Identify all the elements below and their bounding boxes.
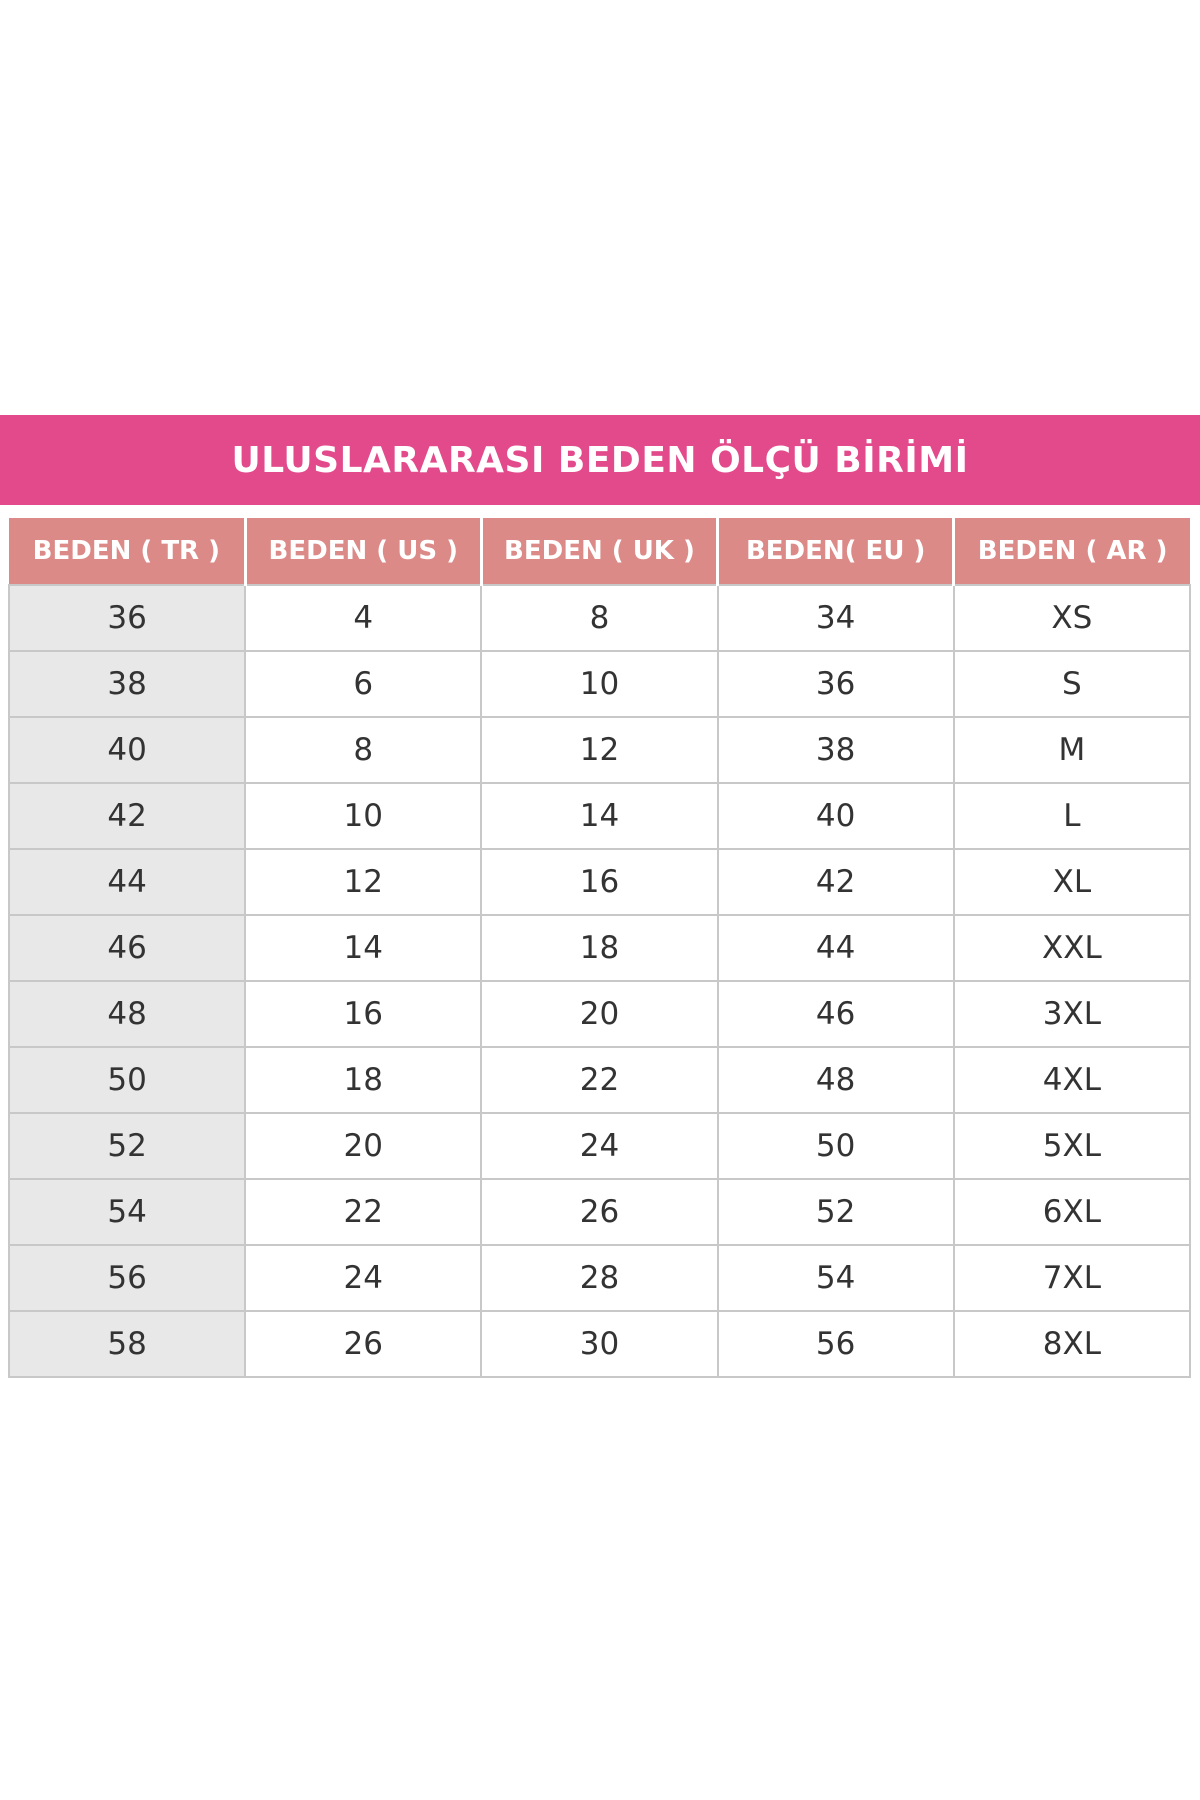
table-row [9, 1311, 1190, 1377]
header-tr: BEDEN ( TR ) [9, 518, 245, 585]
cell-eu: 52 [718, 1179, 954, 1245]
cell-uk: 30 [481, 1311, 717, 1377]
cell-ar: 4XL [954, 1047, 1190, 1113]
cell-tr: 54 [9, 1179, 245, 1245]
table-row [9, 1047, 1190, 1113]
cell-eu: 56 [718, 1311, 954, 1377]
cell-eu: 40 [718, 783, 954, 849]
cell-uk: 16 [481, 849, 717, 915]
cell-eu: 38 [718, 717, 954, 783]
cell-us: 4 [245, 585, 481, 651]
cell-us: 14 [245, 915, 481, 981]
cell-tr: 48 [9, 981, 245, 1047]
cell-ar: L [954, 783, 1190, 849]
header-eu: BEDEN( EU ) [718, 518, 954, 585]
cell-tr: 58 [9, 1311, 245, 1377]
cell-eu: 44 [718, 915, 954, 981]
cell-ar: 8XL [954, 1311, 1190, 1377]
cell-tr: 42 [9, 783, 245, 849]
table-row [9, 1245, 1190, 1311]
cell-eu: 46 [718, 981, 954, 1047]
cell-eu: 50 [718, 1113, 954, 1179]
cell-ar: XL [954, 849, 1190, 915]
cell-us: 20 [245, 1113, 481, 1179]
table-row [9, 585, 1190, 651]
cell-ar: 5XL [954, 1113, 1190, 1179]
cell-ar: XXL [954, 915, 1190, 981]
cell-us: 8 [245, 717, 481, 783]
cell-ar: 7XL [954, 1245, 1190, 1311]
cell-us: 24 [245, 1245, 481, 1311]
cell-ar: S [954, 651, 1190, 717]
cell-us: 22 [245, 1179, 481, 1245]
size-chart-table [8, 518, 1191, 1378]
cell-tr: 52 [9, 1113, 245, 1179]
cell-eu: 36 [718, 651, 954, 717]
cell-uk: 24 [481, 1113, 717, 1179]
cell-us: 16 [245, 981, 481, 1047]
header-us: BEDEN ( US ) [245, 518, 481, 585]
cell-eu: 34 [718, 585, 954, 651]
table-row [9, 1179, 1190, 1245]
header-ar: BEDEN ( AR ) [954, 518, 1190, 585]
cell-uk: 14 [481, 783, 717, 849]
cell-us: 6 [245, 651, 481, 717]
cell-uk: 28 [481, 1245, 717, 1311]
cell-tr: 38 [9, 651, 245, 717]
table-body [9, 585, 1190, 1377]
table-row [9, 981, 1190, 1047]
table-row [9, 783, 1190, 849]
cell-uk: 10 [481, 651, 717, 717]
cell-us: 26 [245, 1311, 481, 1377]
cell-uk: 12 [481, 717, 717, 783]
cell-uk: 18 [481, 915, 717, 981]
cell-us: 12 [245, 849, 481, 915]
header-uk: BEDEN ( UK ) [481, 518, 717, 585]
cell-tr: 36 [9, 585, 245, 651]
cell-uk: 26 [481, 1179, 717, 1245]
cell-us: 18 [245, 1047, 481, 1113]
cell-ar: XS [954, 585, 1190, 651]
table-row [9, 651, 1190, 717]
cell-eu: 54 [718, 1245, 954, 1311]
cell-uk: 20 [481, 981, 717, 1047]
table-row [9, 1113, 1190, 1179]
cell-eu: 42 [718, 849, 954, 915]
cell-uk: 8 [481, 585, 717, 651]
cell-ar: M [954, 717, 1190, 783]
header-row [9, 518, 1190, 585]
table-row [9, 717, 1190, 783]
cell-tr: 46 [9, 915, 245, 981]
table-row [9, 849, 1190, 915]
cell-ar: 6XL [954, 1179, 1190, 1245]
cell-us: 10 [245, 783, 481, 849]
cell-tr: 44 [9, 849, 245, 915]
cell-uk: 22 [481, 1047, 717, 1113]
size-chart-title: ULUSLARARASI BEDEN ÖLÇÜ BİRİMİ [0, 415, 1200, 505]
cell-tr: 56 [9, 1245, 245, 1311]
cell-tr: 40 [9, 717, 245, 783]
cell-eu: 48 [718, 1047, 954, 1113]
table-row [9, 915, 1190, 981]
cell-tr: 50 [9, 1047, 245, 1113]
cell-ar: 3XL [954, 981, 1190, 1047]
